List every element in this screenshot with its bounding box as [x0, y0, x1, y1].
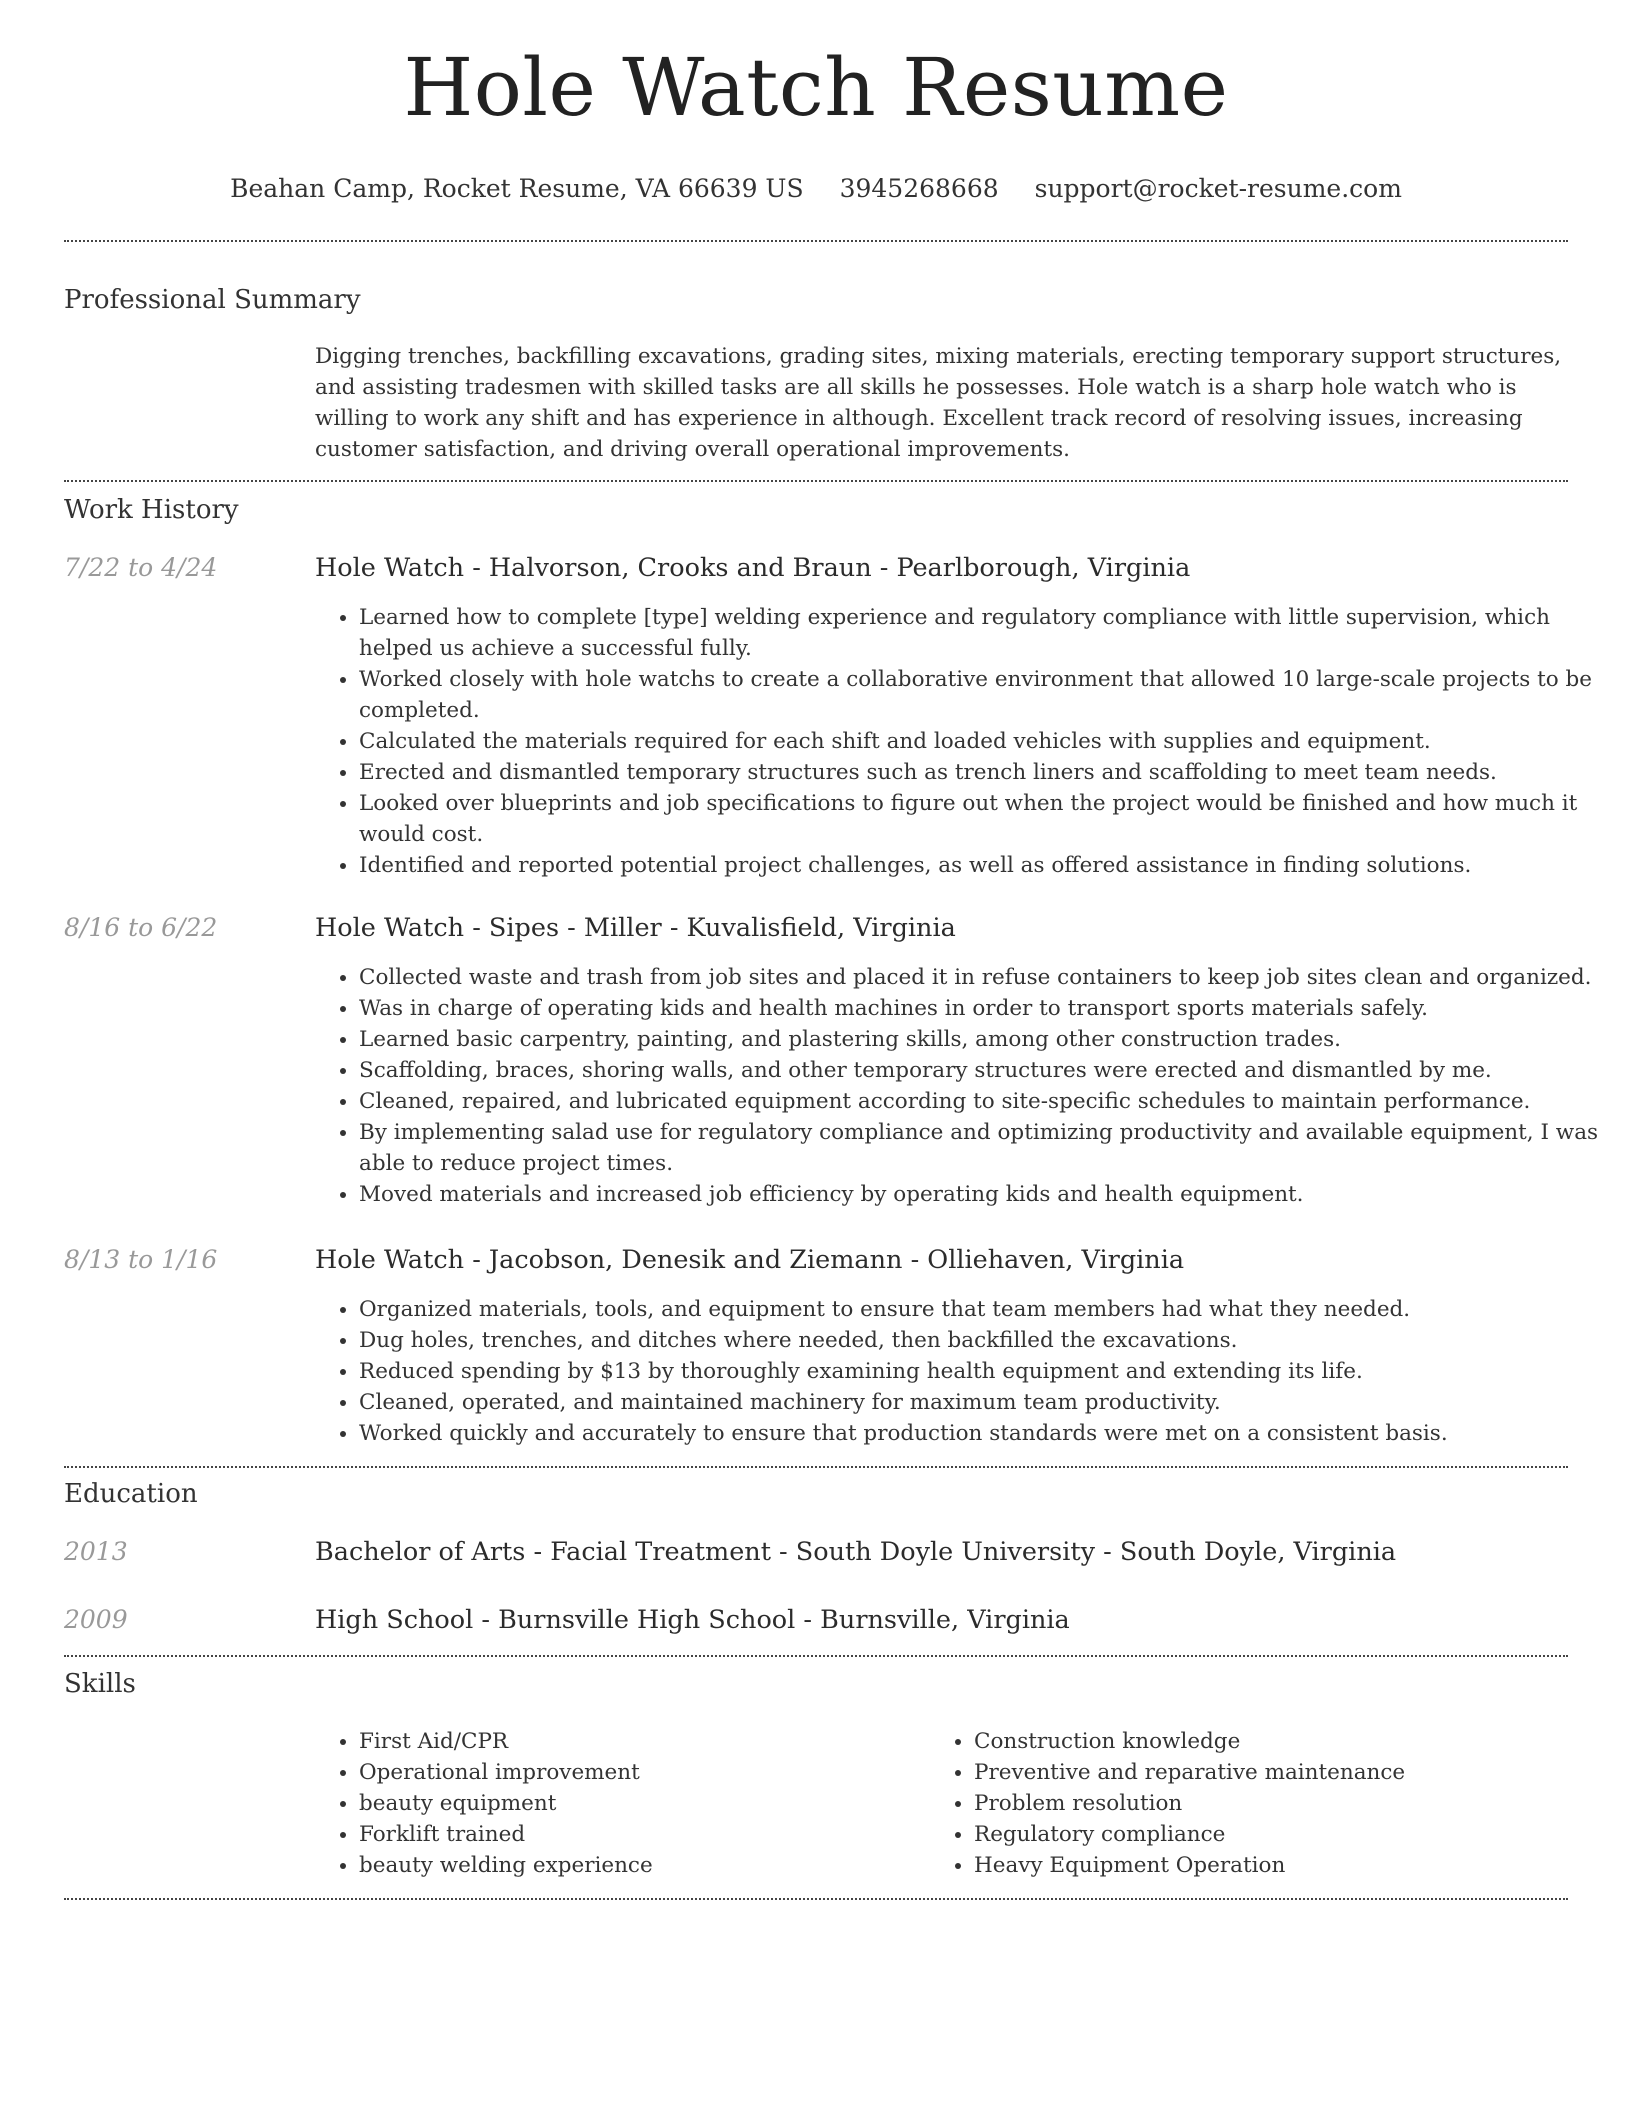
contact-email: support@rocket-resume.com — [1034, 174, 1402, 203]
skill-item: • Problem resolution — [974, 1788, 1594, 1819]
skill-item: • Preventive and reparative maintenance — [974, 1757, 1594, 1788]
summary-text: Digging trenches, backfilling excavations, grading sites, mixing materials, erecting temporary support structures, and assisting tradesmen with skilled tasks are all skills he possesses. Hole watch is a sharp hole watch who is willing to work any shift and has experience in although. Excellent track record of resolving issues, increasing customer satisfaction, and driving overall operational improvements. — [315, 344, 1562, 462]
skill-item: • Forklift trained — [359, 1819, 919, 1850]
section-heading-skills: Skills — [64, 1669, 136, 1699]
list-item: • Looked over blueprints and job specifications to figure out when the project would be finished and how much it would cost. — [359, 788, 1619, 850]
education-school: Burnsville High School — [498, 1605, 796, 1635]
list-item: • Moved materials and increased job efficiency by operating kids and health equipment. — [359, 1179, 1619, 1210]
job-title: Hole Watch - Halvorson, Crooks and Braun - Pearlborough, Virginia — [315, 553, 1191, 583]
section-heading-summary: Professional Summary — [64, 285, 361, 315]
contact-line — [0, 174, 1632, 204]
job-dates: 8/13 to 1/16 — [64, 1245, 218, 1274]
list-item: • Cleaned, repaired, and lubricated equipment according to site-specific schedules to maintain performance. — [359, 1086, 1619, 1117]
list-item: • Learned basic carpentry, painting, and plastering skills, among other construction trades. — [359, 1024, 1619, 1055]
job-dates: 8/16 to 6/22 — [64, 913, 218, 942]
divider — [64, 240, 1568, 242]
job-title: Hole Watch - Sipes - Miller - Kuvalisfield, Virginia — [315, 913, 956, 943]
education-degree: Bachelor of Arts — [315, 1537, 526, 1567]
list-item: • Erected and dismantled temporary structures such as trench liners and scaffolding to meet team needs. — [359, 757, 1619, 788]
skill-item: • beauty equipment — [359, 1788, 919, 1819]
separator: - — [525, 1537, 551, 1567]
list-item: • Calculated the materials required for each shift and loaded vehicles with supplies and equipment. — [359, 726, 1619, 757]
education-location: Burnsville, Virginia — [820, 1605, 1070, 1635]
skill-item: • First Aid/CPR — [359, 1726, 919, 1757]
job-bullet-list — [315, 602, 1619, 881]
education-year: 2009 — [64, 1605, 128, 1634]
list-item: • Dug holes, trenches, and ditches where needed, then backfilled the excavations. — [359, 1325, 1619, 1356]
skill-item: • beauty welding experience — [359, 1850, 919, 1881]
job-bullet-list — [315, 1294, 1619, 1449]
education-field: Facial Treatment — [550, 1537, 771, 1567]
job-title: Hole Watch - Jacobson, Denesik and Ziemann - Olliehaven, Virginia — [315, 1245, 1185, 1275]
skill-item: • Operational improvement — [359, 1757, 919, 1788]
list-item: • Scaffolding, braces, shoring walls, and other temporary structures were erected and dismantled by me. — [359, 1055, 1619, 1086]
divider — [64, 480, 1568, 482]
divider — [64, 1655, 1568, 1657]
section-heading-work-history: Work History — [64, 495, 239, 525]
list-item: • Worked closely with hole watchs to create a collaborative environment that allowed 10 large-scale projects to be completed. — [359, 664, 1619, 726]
divider — [64, 1466, 1568, 1468]
list-item: • Reduced spending by $13 by thoroughly examining health equipment and extending its life. — [359, 1356, 1619, 1387]
separator: - — [1095, 1537, 1120, 1567]
education-school: South Doyle University — [795, 1537, 1096, 1567]
job-bullet-list — [315, 962, 1619, 1210]
list-item: • Learned how to complete [type] welding experience and regulatory compliance with little supervision, which helped us achieve a successful fully. — [359, 602, 1619, 664]
skills-list-left — [315, 1726, 919, 1881]
list-item: • Cleaned, operated, and maintained machinery for maximum team productivity. — [359, 1387, 1619, 1418]
contact-phone: 3945268668 — [839, 174, 999, 203]
list-item: • By implementing salad use for regulatory compliance and optimizing productivity and available equipment, I was able to reduce project times. — [359, 1117, 1619, 1179]
education-degree: High School — [315, 1605, 474, 1635]
education-entry — [315, 1604, 1070, 1636]
divider — [64, 1898, 1568, 1900]
skill-item: • Construction knowledge — [974, 1726, 1594, 1757]
list-item: • Worked quickly and accurately to ensure that production standards were met on a consistent basis. — [359, 1418, 1619, 1449]
separator: - — [770, 1537, 796, 1567]
skill-item: • Heavy Equipment Operation — [974, 1850, 1594, 1881]
list-item: • Organized materials, tools, and equipment to ensure that team members had what they needed. — [359, 1294, 1619, 1325]
separator: - — [473, 1605, 499, 1635]
list-item: • Collected waste and trash from job sites and placed it in refuse containers to keep job sites clean and organized. — [359, 962, 1619, 993]
education-entry — [315, 1536, 1396, 1568]
list-item: • Was in charge of operating kids and health machines in order to transport sports materials safely. — [359, 993, 1619, 1024]
list-item: • Identified and reported potential project challenges, as well as offered assistance in finding solutions. — [359, 850, 1619, 881]
contact-address: Beahan Camp, Rocket Resume, VA 66639 US — [230, 174, 804, 203]
resume-title: Hole Watch Resume — [403, 41, 1229, 134]
education-location: South Doyle, Virginia — [1119, 1537, 1397, 1567]
job-dates: 7/22 to 4/24 — [64, 553, 218, 582]
education-year: 2013 — [64, 1537, 128, 1566]
skill-item: • Regulatory compliance — [974, 1819, 1594, 1850]
section-heading-education: Education — [64, 1479, 198, 1509]
skills-list-right — [930, 1726, 1594, 1881]
separator: - — [795, 1605, 821, 1635]
